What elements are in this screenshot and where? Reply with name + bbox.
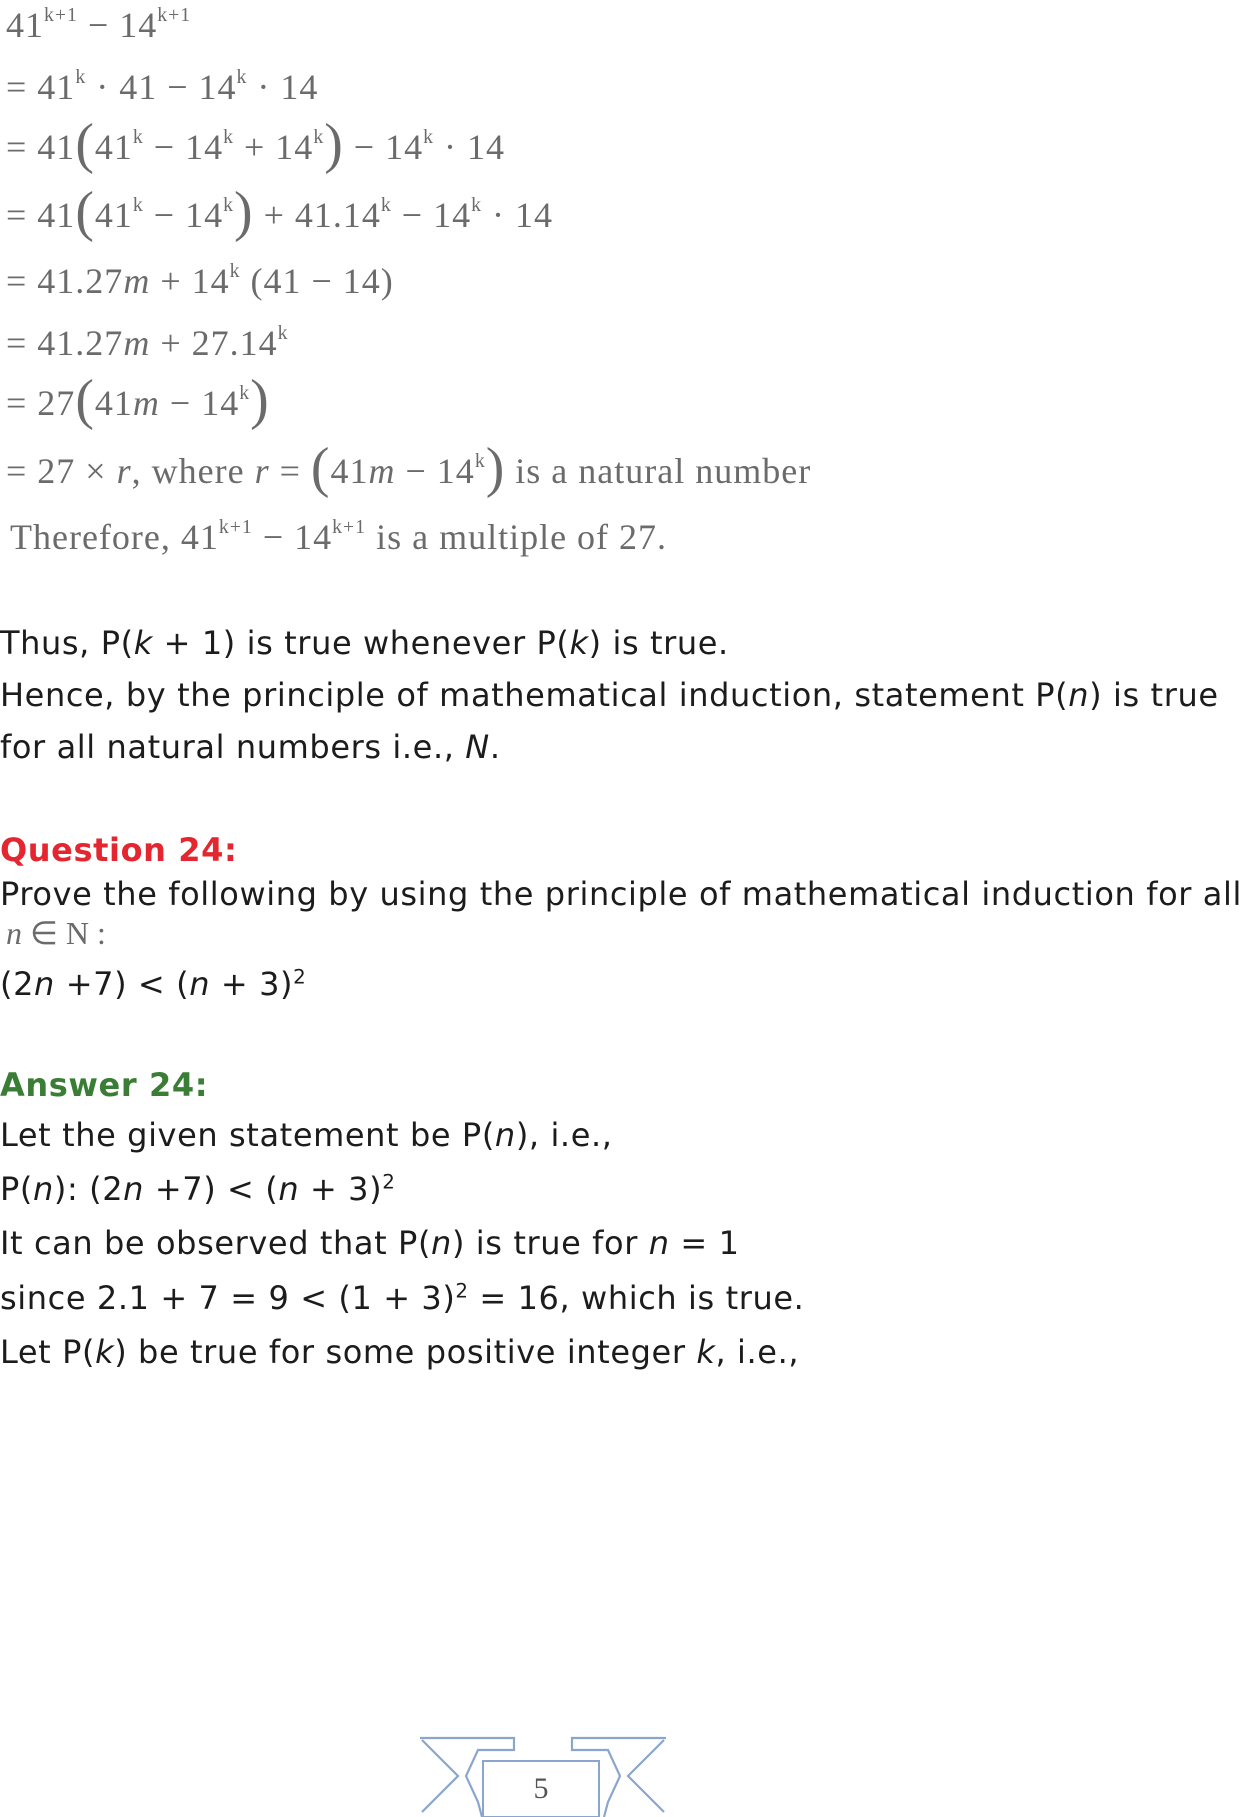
- thus-paragraph: Thus, P(k + 1) is true whenever P(k) is true.: [0, 624, 729, 662]
- page-number: 5: [533, 1772, 549, 1805]
- question-inequality: $(2n +7) < (n + 3)^2$: [0, 965, 307, 1003]
- math-line-7: = $27(41m - 14^k)$: [6, 368, 270, 431]
- answer-line-1: Let the given statement be P(n), i.e.,: [0, 1116, 613, 1154]
- question-heading: Question 24:: [0, 831, 238, 869]
- math-line-9: Therefore, $41^{k+1} - 14^{k+1}$ is a multiple of 27.: [10, 516, 668, 557]
- hence-line-1: Hence, by the principle of mathematical induction, statement P(n) is true: [0, 676, 1219, 714]
- answer-line-2: P(n): $(2n +7) < (n + 3)^2$: [0, 1170, 396, 1208]
- answer-line-5: Let P(k) be true for some positive integer k, i.e.,: [0, 1333, 800, 1371]
- answer-line-4: since $2.1 + 7 = 9 < (1 + 3)^2 = 16$, which is true.: [0, 1279, 805, 1317]
- page-number-box: [482, 1760, 600, 1817]
- hence-line-2: for all natural numbers i.e., N.: [0, 728, 501, 766]
- math-line-1: $41^{k+1} - 14^{k+1}$: [6, 4, 192, 45]
- answer-line-3: It can be observed that P(n) is true for n = 1: [0, 1224, 740, 1262]
- question-line-1: Prove the following by using the principle of mathematical induction for all: [0, 875, 1242, 913]
- question-line-2: n ∈ N :: [6, 915, 106, 951]
- answer-heading: Answer 24:: [0, 1066, 209, 1104]
- math-line-2: = $41^k \cdot 41 - 14^k \cdot 14$: [6, 66, 319, 107]
- math-line-8: = 27 × r, where $r = (41m - 14^k)$ is a natural number: [6, 436, 812, 499]
- math-line-6: = $41.27m + 27.14^k$: [6, 322, 289, 363]
- math-line-4: = $41(41^k - 14^k) + 41.14^k - 14^k \cdot 14$: [6, 180, 553, 243]
- math-line-5: = $41.27m + 14^k$ (41 − 14): [6, 260, 394, 301]
- math-line-3: = $41(41^k - 14^k + 14^k) - 14^k \cdot 14$: [6, 112, 505, 175]
